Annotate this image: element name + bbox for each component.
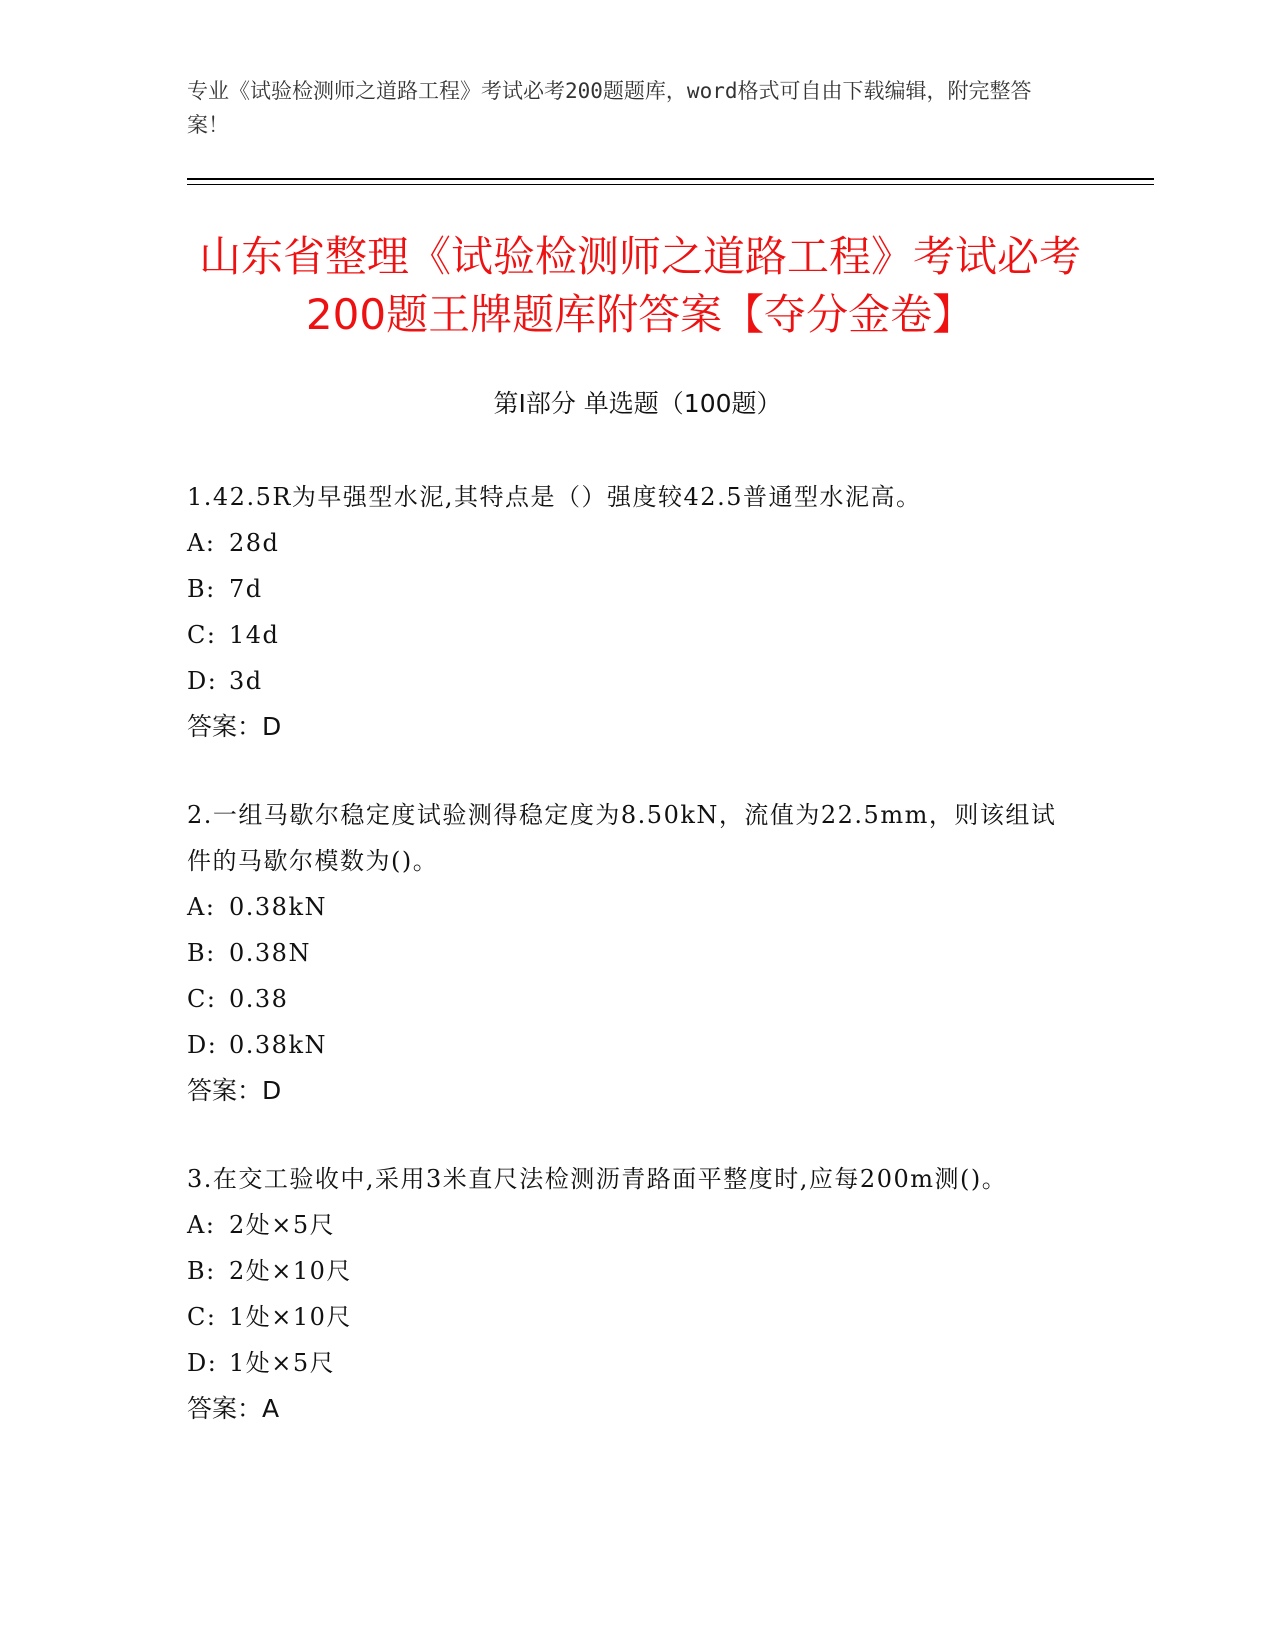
option-text: 0.38kN [229,1031,327,1059]
question-option [187,1340,1077,1386]
question-list [187,474,1077,1432]
option-letter: C: [187,1303,217,1331]
header-divider-thin [187,184,1154,185]
option-letter: B: [187,1257,216,1285]
option-text: 2处×10尺 [229,1257,352,1285]
answer-label: 答案： [187,1394,263,1423]
question-option [187,1202,1077,1248]
option-letter: C: [187,621,217,649]
option-text: 1处×10尺 [229,1303,352,1331]
question-option [187,1248,1077,1294]
answer-value: D [262,712,282,741]
section-heading: 第I部分 单选题（100题） [493,389,782,418]
question-answer [187,704,1077,750]
question-text: 1.42.5R为早强型水泥,其特点是（）强度较42.5普通型水泥高。 [187,483,922,511]
header-note: 专业《试验检测师之道路工程》考试必考200题题库，word格式可自由下载编辑，附完整答案！ [187,79,1032,137]
question-option [187,658,1077,704]
option-letter: A: [187,529,216,557]
option-letter: B: [187,575,216,603]
option-letter: D: [187,667,218,695]
question-text: 2.一组马歇尔稳定度试验测得稳定度为8.50kN，流值为22.5mm，则该组试件的马歇尔模数为()。 [187,801,1057,875]
option-text: 0.38kN [229,893,327,921]
question-answer [187,1386,1077,1432]
question-item [187,474,1077,750]
question-option [187,612,1077,658]
option-text: 0.38 [229,985,289,1013]
answer-value: A [262,1394,280,1423]
question-option [187,976,1077,1022]
option-text: 2处×5尺 [229,1211,336,1239]
question-item [187,792,1077,1114]
question-answer [187,1068,1077,1114]
option-letter: A: [187,1211,216,1239]
option-text: 1处×5尺 [229,1349,336,1377]
option-letter: A: [187,893,216,921]
option-letter: D: [187,1031,218,1059]
option-text: 14d [229,621,280,649]
header-divider-thick [187,178,1154,180]
answer-label: 答案： [187,712,263,741]
option-text: 3d [229,667,263,695]
option-text: 0.38N [229,939,311,967]
question-option [187,1294,1077,1340]
question-option [187,884,1077,930]
question-option [187,930,1077,976]
option-letter: B: [187,939,216,967]
question-text: 3.在交工验收中,采用3米直尺法检测沥青路面平整度时,应每200m测()。 [187,1165,1008,1193]
option-text: 7d [229,575,263,603]
question-item [187,1156,1077,1432]
document-title: 山东省整理《试验检测师之道路工程》考试必考200题王牌题库附答案【夺分金卷】 [198,232,1081,339]
question-option [187,1022,1077,1068]
option-letter: C: [187,985,217,1013]
option-letter: D: [187,1349,218,1377]
answer-value: D [262,1076,282,1105]
question-option [187,566,1077,612]
answer-label: 答案： [187,1076,263,1105]
question-option [187,520,1077,566]
option-text: 28d [229,529,280,557]
